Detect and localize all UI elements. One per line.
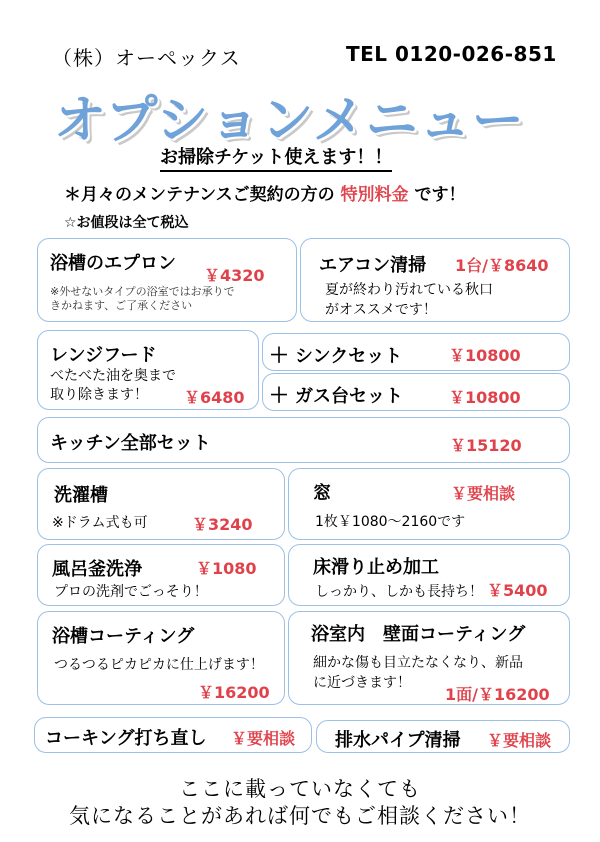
item-price: ￥要相談 bbox=[487, 731, 552, 750]
sink-set-card bbox=[262, 333, 570, 371]
item-price: 1台/￥8640 bbox=[455, 256, 549, 275]
window-card bbox=[288, 468, 570, 540]
item-desc: 夏が終わり汚れている秋口 bbox=[325, 282, 493, 298]
item-price: ￥3240 bbox=[192, 515, 253, 534]
item-name: 洗濯槽 bbox=[54, 485, 108, 506]
item-desc: プロの洗剤でごっそり！ bbox=[54, 584, 208, 600]
item-price: 1面/￥16200 bbox=[445, 685, 550, 704]
item-name: 床滑り止め加工 bbox=[313, 557, 439, 578]
item-name: シンクセット bbox=[295, 346, 403, 367]
item-price: ￥10800 bbox=[449, 346, 521, 365]
item-desc: つるつるピカピカに仕上げます！ bbox=[54, 657, 264, 673]
item-name: 浴室内 壁面コーティング bbox=[311, 624, 526, 645]
item-note: ※ドラム式も可 bbox=[52, 515, 148, 531]
item-price: ￥4320 bbox=[204, 266, 265, 285]
item-note: ※外せないタイプの浴室ではお承りで bbox=[50, 285, 235, 298]
item-price: ￥要相談 bbox=[451, 484, 516, 503]
drain-pipe-card bbox=[316, 720, 570, 753]
item-name: 排水パイプ清掃 bbox=[335, 730, 461, 751]
item-name: ガス台セット bbox=[295, 386, 403, 407]
caulking-card bbox=[34, 717, 312, 753]
monthly-contract-note bbox=[64, 180, 465, 205]
special-price-highlight: 特別料金 bbox=[340, 185, 409, 205]
item-price: ￥6480 bbox=[184, 388, 245, 407]
bath-kettle-card bbox=[37, 544, 285, 606]
bathtub-apron-card bbox=[37, 238, 297, 322]
item-price: ￥1080 bbox=[196, 559, 257, 578]
aircon-card bbox=[300, 238, 570, 322]
item-name: 浴槽のエプロン bbox=[50, 253, 176, 274]
item-name: コーキング打ち直し bbox=[45, 728, 207, 749]
item-desc: しっかり、しかも長持ち！ bbox=[315, 584, 483, 600]
company-name: （株）オーペックス bbox=[52, 46, 241, 70]
item-desc: に近づきます！ bbox=[313, 675, 411, 691]
bathtub-coating-card bbox=[37, 611, 285, 705]
bath-wall-coating-card bbox=[288, 611, 570, 705]
footer-line-1: ここに載っていなくても bbox=[179, 777, 421, 801]
item-name: キッチン全部セット bbox=[50, 433, 211, 454]
footer-line-2: 気になることがあれば何でもご相談ください！ bbox=[69, 804, 531, 828]
item-desc: 1枚￥1080～2160です bbox=[315, 514, 466, 530]
item-name: 風呂釜洗浄 bbox=[52, 559, 142, 580]
kitchen-all-card bbox=[37, 417, 570, 463]
page-title: オプションメニュー bbox=[54, 91, 525, 151]
item-desc: がオススメです！ bbox=[325, 302, 437, 318]
item-name: エアコン清掃 bbox=[319, 255, 427, 276]
phone-number: TEL 0120-026-851 bbox=[346, 42, 557, 66]
tax-note: ☆お値段は全て税込 bbox=[64, 215, 189, 231]
ticket-notice: お掃除チケット使えます！！ bbox=[160, 143, 392, 172]
item-price: ￥16200 bbox=[198, 683, 270, 702]
item-name: レンジフード bbox=[50, 345, 157, 366]
plus-icon: ＋ bbox=[269, 383, 289, 407]
monthly-suffix: です！ bbox=[414, 185, 466, 205]
item-desc: 取り除きます！ bbox=[50, 387, 148, 403]
item-price: ￥要相談 bbox=[231, 729, 296, 748]
item-price: ￥5400 bbox=[487, 581, 548, 600]
gas-set-card bbox=[262, 373, 570, 411]
item-name: 窓 bbox=[313, 483, 331, 504]
item-desc: べたべた油を奥まで bbox=[50, 368, 176, 384]
plus-icon: ＋ bbox=[269, 343, 289, 367]
washing-tub-card bbox=[37, 468, 285, 540]
floor-antislip-card bbox=[288, 544, 570, 606]
item-price: ￥10800 bbox=[449, 388, 521, 407]
item-name: 浴槽コーティング bbox=[52, 626, 195, 647]
item-price: ￥15120 bbox=[450, 436, 522, 455]
item-desc: 細かな傷も目立たなくなり、新品 bbox=[313, 655, 523, 671]
monthly-prefix: ＊月々のメンテナンスご契約の方の bbox=[64, 185, 335, 205]
range-hood-card bbox=[37, 330, 259, 410]
item-note: きかねます、ご了承ください bbox=[50, 299, 193, 312]
